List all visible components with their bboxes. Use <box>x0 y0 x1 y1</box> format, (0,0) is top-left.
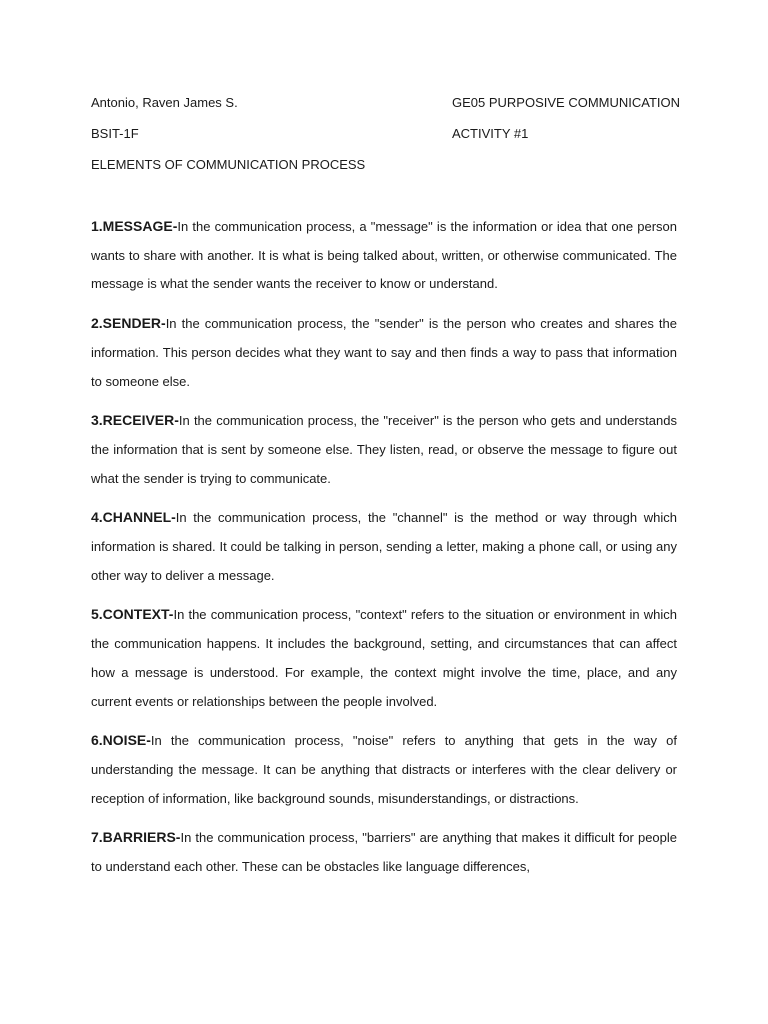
paragraph-text: In the communication process, a "message" is the information or idea that one person wants to share with another. It is what is being talked about, written, or otherwise communicated. The message is what the sender wants the receiver to know or understand. <box>91 219 677 292</box>
paragraph-text: In the communication process, "barriers" are anything that makes it difficult for people to understand each other. These can be obstacles like language differences, <box>91 830 677 875</box>
term-label: 2.SENDER- <box>91 315 166 332</box>
paragraph-context <box>91 600 677 716</box>
term-label: 4.CHANNEL- <box>91 509 176 526</box>
course-title: GE05 PURPOSIVE COMMUNICATION <box>452 95 681 110</box>
paragraph-sender <box>91 309 677 396</box>
term-label: 7.BARRIERS- <box>91 829 181 846</box>
document-body <box>91 212 677 892</box>
paragraph-receiver <box>91 406 677 493</box>
paragraph-noise <box>91 726 677 813</box>
document-title: ELEMENTS OF COMMUNICATION PROCESS <box>91 157 366 172</box>
paragraph-channel <box>91 503 677 590</box>
student-name: Antonio, Raven James S. <box>91 95 238 110</box>
paragraph-text: In the communication process, the "sender" is the person who creates and shares the information. This person decides what they want to say and then finds a way to pass that information to someone else. <box>91 316 677 389</box>
term-label: 5.CONTEXT- <box>91 606 174 623</box>
paragraph-text: In the communication process, "noise" refers to anything that gets in the way of understanding the message. It can be anything that distracts or interferes with the clear delivery or reception of information, like background sounds, misunderstandings, or distractions. <box>91 733 677 806</box>
term-label: 1.MESSAGE- <box>91 218 178 234</box>
paragraph-barriers <box>91 823 677 881</box>
term-label: 6.NOISE- <box>91 732 151 749</box>
paragraph-text: In the communication process, the "channel" is the method or way through which information is shared. It could be talking in person, sending a letter, making a phone call, or using any other way to deliver a message. <box>91 510 677 583</box>
activity-number: ACTIVITY #1 <box>452 126 529 141</box>
section: BSIT-1F <box>91 126 139 141</box>
paragraph-message <box>91 212 677 299</box>
paragraph-text: In the communication process, the "receiver" is the person who gets and understands the information that is sent by someone else. They listen, read, or observe the message to figure out what the sender is trying to communicate. <box>91 413 677 486</box>
term-label: 3.RECEIVER- <box>91 412 179 429</box>
paragraph-text: In the communication process, "context" refers to the situation or environment in which the communication happens. It includes the background, setting, and circumstances that can affect how a message is understood. For example, the context might involve the time, place, and any current events or relationships between the people involved. <box>91 607 677 709</box>
